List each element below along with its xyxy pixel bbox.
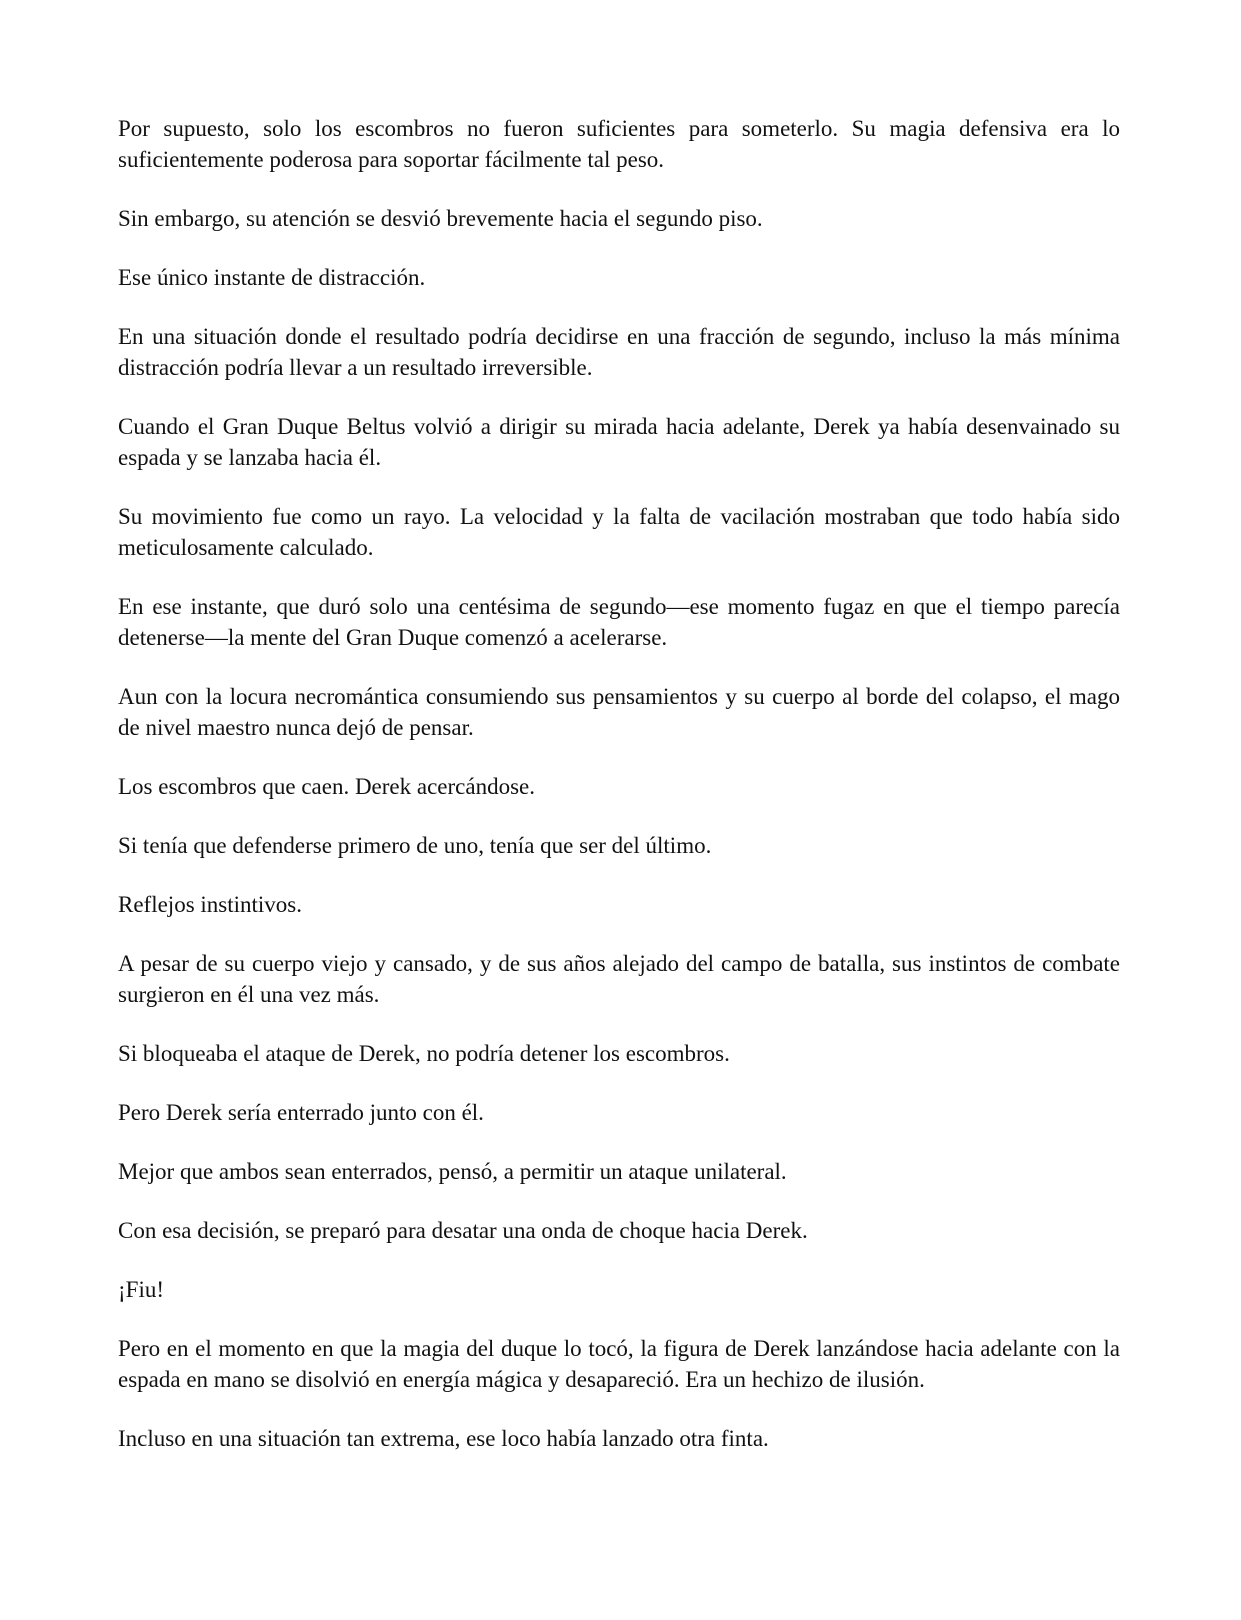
document-page: [118, 113, 1120, 1482]
paragraph: Incluso en una situación tan extrema, ese loco había lanzado otra finta.: [118, 1426, 769, 1451]
paragraph: Su movimiento fue como un rayo. La velocidad y la falta de vacilación mostraban que todo había sido meticulosamente calculado.: [118, 504, 1120, 560]
paragraph: A pesar de su cuerpo viejo y cansado, y de sus años alejado del campo de batalla, sus instintos de combate surgieron en él una vez más.: [118, 951, 1120, 1007]
paragraph: Con esa decisión, se preparó para desatar una onda de choque hacia Derek.: [118, 1218, 808, 1243]
paragraph: Aun con la locura necromántica consumiendo sus pensamientos y su cuerpo al borde del colapso, el mago de nivel maestro nunca dejó de pensar.: [118, 684, 1120, 740]
paragraph: Sin embargo, su atención se desvió brevemente hacia el segundo piso.: [118, 206, 763, 231]
paragraph: Los escombros que caen. Derek acercándose.: [118, 774, 535, 799]
paragraph: En ese instante, que duró solo una centésima de segundo—ese momento fugaz en que el tiempo parecía detenerse—la mente del Gran Duque comenzó a acelerarse.: [118, 594, 1120, 650]
paragraph: Si tenía que defenderse primero de uno, tenía que ser del último.: [118, 833, 712, 858]
paragraph: Mejor que ambos sean enterrados, pensó, a permitir un ataque unilateral.: [118, 1159, 787, 1184]
paragraph: Por supuesto, solo los escombros no fueron suficientes para someterlo. Su magia defensiva era lo suficientemente poderosa para soportar fácilmente tal peso.: [118, 116, 1120, 172]
paragraph: Ese único instante de distracción.: [118, 265, 426, 290]
paragraph: Reflejos instintivos.: [118, 892, 302, 917]
paragraph: Pero en el momento en que la magia del duque lo tocó, la figura de Derek lanzándose hacia adelante con la espada en mano se disolvió en energía mágica y desapareció. Era un hechizo de ilusión.: [118, 1336, 1120, 1392]
paragraph: ¡Fiu!: [118, 1277, 164, 1302]
paragraph: Cuando el Gran Duque Beltus volvió a dirigir su mirada hacia adelante, Derek ya había desenvainado su espada y se lanzaba hacia él.: [118, 414, 1120, 470]
paragraph: Si bloqueaba el ataque de Derek, no podría detener los escombros.: [118, 1041, 730, 1066]
paragraph: Pero Derek sería enterrado junto con él.: [118, 1100, 484, 1125]
paragraph: En una situación donde el resultado podría decidirse en una fracción de segundo, incluso la más mínima distracción podría llevar a un resultado irreversible.: [118, 324, 1120, 380]
